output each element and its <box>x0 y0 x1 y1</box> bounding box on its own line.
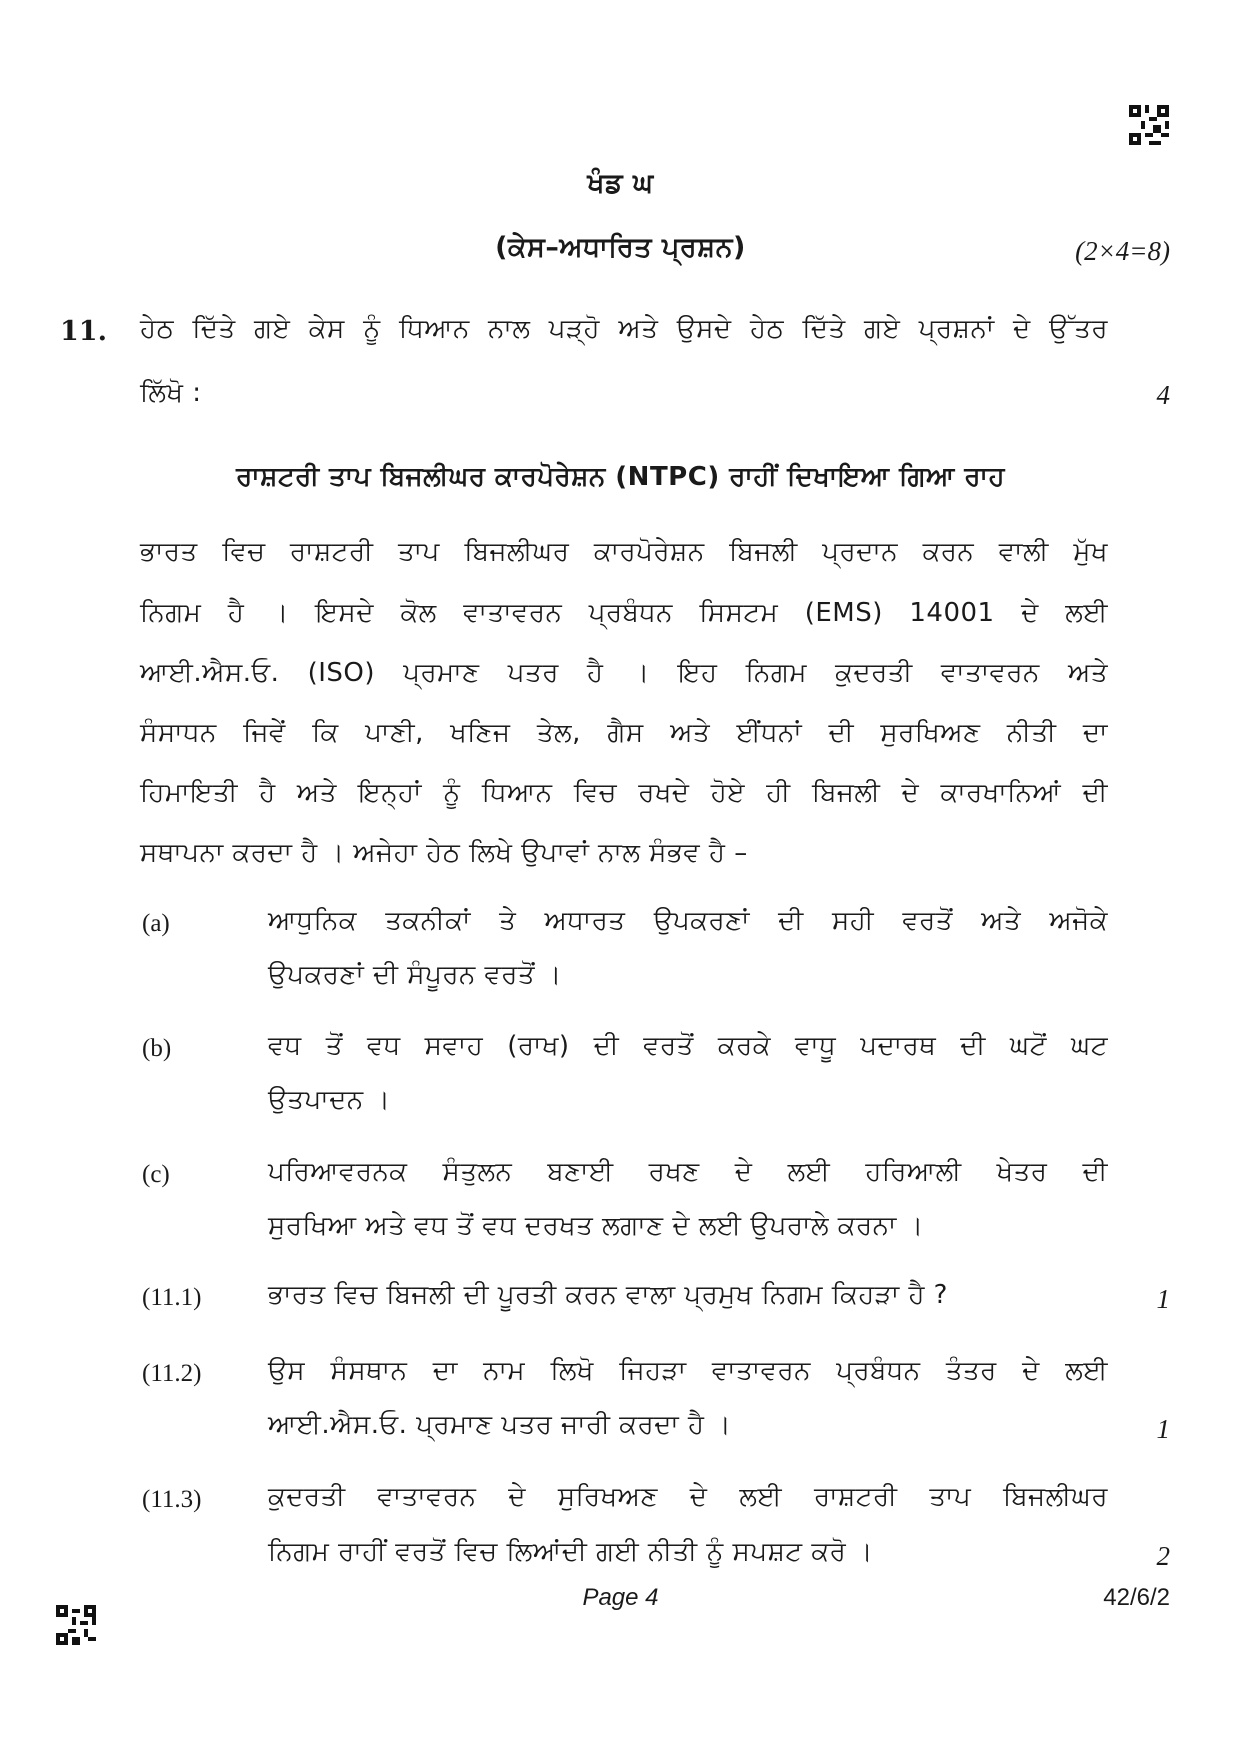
question-instruction-line1: ਹੇਠ ਦਿੱਤੇ ਗਏ ਕੇਸ ਨੂੰ ਧਿਆਨ ਨਾਲ ਪੜ੍ਹੋ ਅਤੇ ਉਸਦੇ ਹੇਠ ਦਿੱਤੇ ਗਏ ਪ੍ਰਸ਼ਨਾਂ ਦੇ ਉੱਤਰ <box>140 314 1108 344</box>
point-line: ਉਤਪਾਦਨ । <box>268 1085 391 1115</box>
paragraph-line: ਹਿਮਾਇਤੀ ਹੈ ਅਤੇ ਇਨ੍ਹਾਂ ਨੂੰ ਧਿਆਨ ਵਿਚ ਰਖਦੇ ਹੋਏ ਹੀ ਬਿਜਲੀ ਦੇ ਕਾਰਖਾਨਿਆਂ ਦੀ <box>140 778 1108 808</box>
subquestion-line: ਆਈ.ਐਸ.ਓ. ਪ੍ਰਮਾਣ ਪਤਰ ਜਾਰੀ ਕਰਦਾ ਹੈ । <box>268 1410 732 1440</box>
subquestion-marks: 1 <box>1156 1284 1170 1314</box>
point-label: (b) <box>142 1035 172 1062</box>
subquestion-marks: 1 <box>1156 1414 1170 1444</box>
subquestion-marks: 2 <box>1156 1541 1170 1571</box>
point-label: (c) <box>142 1161 170 1188</box>
section-marks: (2×4=8) <box>1075 236 1170 266</box>
paragraph-line: ਆਈ.ਐਸ.ਓ. (ISO) ਪ੍ਰਮਾਣ ਪਤਰ ਹੈ । ਇਹ ਨਿਗਮ ਕੁਦਰਤੀ ਵਾਤਾਵਰਨ ਅਤੇ <box>140 658 1108 688</box>
point-line: ਸੁਰਖਿਆ ਅਤੇ ਵਧ ਤੋਂ ਵਧ ਦਰਖਤ ਲਗਾਣ ਦੇ ਲਈ ਉਪਰਾਲੇ ਕਰਨਾ । <box>268 1211 924 1241</box>
point-line: ਪਰਿਆਵਰਨਕ ਸੰਤੁਲਨ ਬਣਾਈ ਰਖਣ ਦੇ ਲਈ ਹਰਿਆਲੀ ਖੇਤਰ ਦੀ <box>268 1157 1108 1187</box>
question-number: 11. <box>60 316 107 347</box>
point-line: ਆਧੁਨਿਕ ਤਕਨੀਕਾਂ ਤੇ ਅਧਾਰਤ ਉਪਕਰਣਾਂ ਦੀ ਸਹੀ ਵਰਤੋਂ ਅਤੇ ਅਜੋਕੇ <box>268 906 1108 936</box>
subquestion-label: (11.3) <box>142 1486 202 1513</box>
paragraph-line: ਸੰਸਾਧਨ ਜਿਵੇਂ ਕਿ ਪਾਣੀ, ਖਣਿਜ ਤੇਲ, ਗੈਸ ਅਤੇ ਈਂਧਨਾਂ ਦੀ ਸੁਰਖਿਅਣ ਨੀਤੀ ਦਾ <box>140 718 1108 748</box>
subquestion-label: (11.2) <box>142 1360 202 1387</box>
question-marks: 4 <box>1156 380 1170 410</box>
case-title: ਰਾਸ਼ਟਰੀ ਤਾਪ ਬਿਜਲੀਘਰ ਕਾਰਪੋਰੇਸ਼ਨ (NTPC) ਰਾਹੀਂ ਦਿਖਾਇਆ ਗਿਆ ਰਾਹ <box>236 462 1005 492</box>
subquestion-line: ਭਾਰਤ ਵਿਚ ਬਿਜਲੀ ਦੀ ਪੂਰਤੀ ਕਰਨ ਵਾਲਾ ਪ੍ਰਮੁਖ ਨਿਗਮ ਕਿਹੜਾ ਹੈ ? <box>268 1280 948 1310</box>
subquestion-line: ਨਿਗਮ ਰਾਹੀਂ ਵਰਤੋਂ ਵਿਚ ਲਿਆਂਦੀ ਗਈ ਨੀਤੀ ਨੂੰ ਸਪਸ਼ਟ ਕਰੋ । <box>268 1537 873 1567</box>
paper-code: 42/6/2 <box>1103 1584 1170 1611</box>
question-instruction-line2: ਲਿੱਖੋ : <box>140 378 202 408</box>
section-title: ਖੰਡ ਘ <box>587 168 654 199</box>
point-label: (a) <box>142 910 170 937</box>
point-line: ਉਪਕਰਣਾਂ ਦੀ ਸੰਪੂਰਨ ਵਰਤੋਂ । <box>268 960 562 990</box>
paragraph-line: ਭਾਰਤ ਵਿਚ ਰਾਸ਼ਟਰੀ ਤਾਪ ਬਿਜਲੀਘਰ ਕਾਰਪੋਰੇਸ਼ਨ ਬਿਜਲੀ ਪ੍ਰਦਾਨ ਕਰਨ ਵਾਲੀ ਮੁੱਖ <box>140 537 1108 567</box>
paragraph-line: ਨਿਗਮ ਹੈ । ਇਸਦੇ ਕੋਲ ਵਾਤਾਵਰਨ ਪ੍ਰਬੰਧਨ ਸਿਸਟਮ (EMS) 14001 ਦੇ ਲਈ <box>140 598 1108 628</box>
qr-code-icon <box>1129 105 1169 145</box>
section-subtitle: (ਕੇਸ–ਅਧਾਰਿਤ ਪ੍ਰਸ਼ਨ) <box>495 232 746 263</box>
point-line: ਵਧ ਤੋਂ ਵਧ ਸਵਾਹ (ਰਾਖ) ਦੀ ਵਰਤੋਂ ਕਰਕੇ ਵਾਧੂ ਪਦਾਰਥ ਦੀ ਘਟੋਂ ਘਟ <box>268 1031 1108 1061</box>
subquestion-line: ਉਸ ਸੰਸਥਾਨ ਦਾ ਨਾਮ ਲਿਖੋ ਜਿਹੜਾ ਵਾਤਾਵਰਨ ਪ੍ਰਬੰਧਨ ਤੰਤਰ ਦੇ ਲਈ <box>268 1356 1108 1386</box>
paragraph-line: ਸਥਾਪਨਾ ਕਰਦਾ ਹੈ । ਅਜੇਹਾ ਹੇਠ ਲਿਖੇ ਉਪਾਵਾਂ ਨਾਲ ਸੰਭਵ ਹੈ – <box>140 838 748 868</box>
page-number: Page 4 <box>582 1584 659 1611</box>
subquestion-label: (11.1) <box>142 1284 202 1311</box>
subquestion-line: ਕੁਦਰਤੀ ਵਾਤਾਵਰਨ ਦੇ ਸੁਰਿਖਅਣ ਦੇ ਲਈ ਰਾਸ਼ਟਰੀ ਤਾਪ ਬਿਜਲੀਘਰ <box>268 1482 1108 1512</box>
